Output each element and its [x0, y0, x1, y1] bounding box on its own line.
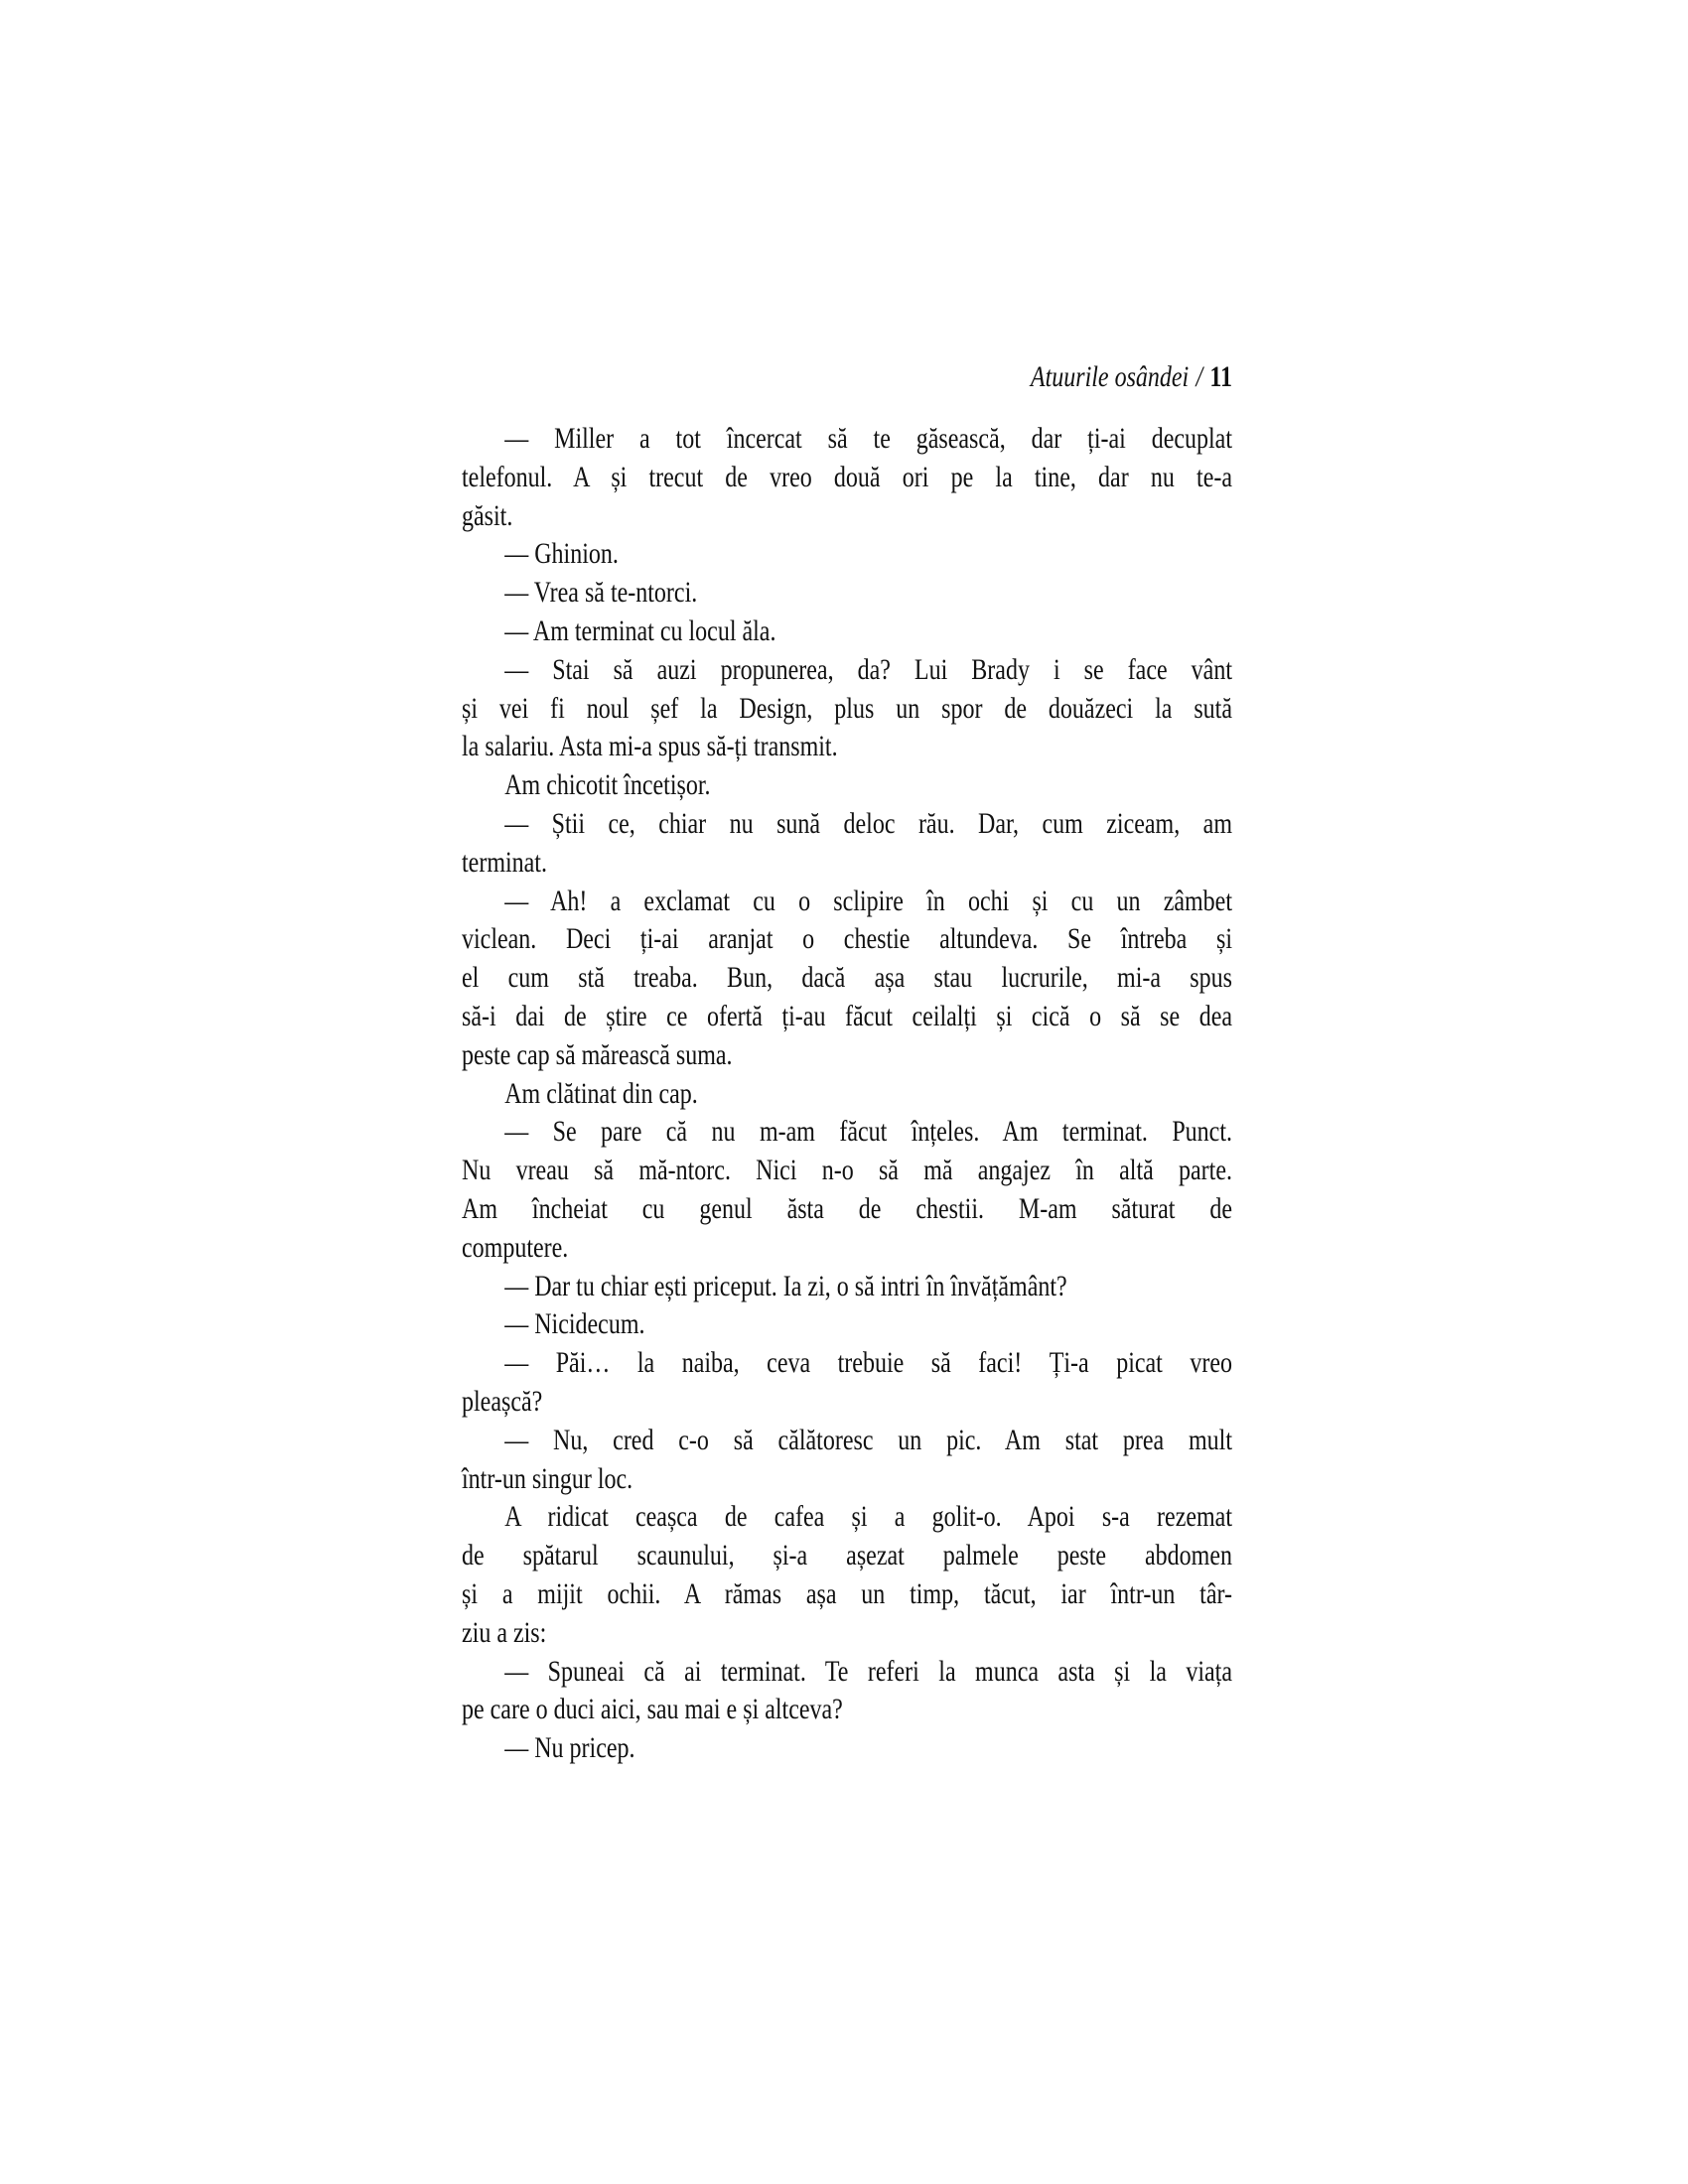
text-line: — Ah! a exclamat cu o sclipire în ochi și cu un zâmbet	[504, 884, 1232, 917]
text-line: și vei fi noul șef la Design, plus un spor de douăzeci la sută	[462, 691, 1232, 725]
text-line: — Ghinion.	[504, 537, 619, 571]
text-line: telefonul. A și trecut de vreo două ori pe la tine, dar nu te-a	[462, 460, 1232, 493]
text-line: — Nicidecum.	[504, 1307, 645, 1341]
text-line: — Stai să auzi propunerea, da? Lui Brady i se face vânt	[504, 652, 1232, 686]
paragraph	[462, 1422, 1232, 1499]
text-line: — Vrea să te-ntorci.	[504, 576, 698, 610]
page-body-text	[462, 420, 1232, 1768]
text-line: terminat.	[462, 845, 547, 879]
text-line: Am clătinat din cap.	[504, 1076, 698, 1110]
paragraph	[462, 1075, 1232, 1114]
paragraph	[462, 805, 1232, 883]
paragraph	[462, 1653, 1232, 1730]
paragraph	[462, 883, 1232, 1075]
text-line: Am încheiat cu genul ăsta de chestii. M-am săturat de	[462, 1191, 1232, 1225]
header-book-title: Atuurile osândei	[1030, 360, 1190, 393]
paragraph	[462, 420, 1232, 535]
text-line: să-i dai de știre ce ofertă ți-au făcut ceilalți și cică o să se dea	[462, 999, 1232, 1032]
text-block	[462, 357, 1232, 1768]
text-line: — Păi… la naiba, ceva trebuie să faci! Ți-a picat vreo	[504, 1346, 1232, 1380]
text-line: computere.	[462, 1230, 569, 1264]
paragraph	[462, 1729, 1232, 1768]
paragraph	[462, 574, 1232, 613]
header-separator: /	[1196, 360, 1203, 393]
text-line: el cum stă treaba. Bun, dacă așa stau lucrurile, mi-a spus	[462, 961, 1232, 995]
text-line: A ridicat ceașca de cafea și a golit-o. Apoi s-a rezemat	[504, 1500, 1232, 1534]
text-line: — Dar tu chiar ești priceput. Ia zi, o să intri în învățământ?	[504, 1269, 1067, 1302]
text-line: pleașcă?	[462, 1384, 543, 1418]
paragraph	[462, 766, 1232, 805]
text-line: ziu a zis:	[462, 1615, 547, 1649]
text-line: și a mijit ochii. A rămas așa un timp, tăcut, iar într-un târ-	[462, 1576, 1232, 1610]
text-line: — Se pare că nu m-am făcut înțeles. Am terminat. Punct.	[504, 1115, 1232, 1149]
text-line: Am chicotit încetișor.	[504, 768, 711, 802]
running-header	[462, 357, 1232, 396]
text-line: — Nu, cred c-o să călătoresc un pic. Am stat prea mult	[504, 1423, 1232, 1456]
text-line: pe care o duci aici, sau mai e și altceva?	[462, 1693, 843, 1726]
paragraph	[462, 1113, 1232, 1267]
text-line: într-un singur loc.	[462, 1461, 633, 1495]
text-line: — Am terminat cu locul ăla.	[504, 614, 776, 647]
text-line: — Spuneai că ai terminat. Te referi la munca asta și la viața	[504, 1654, 1232, 1688]
text-line: găsit.	[462, 498, 513, 532]
text-line: — Nu pricep.	[504, 1731, 635, 1765]
text-line: Nu vreau să mă-ntorc. Nici n-o să mă angajez în altă parte.	[462, 1154, 1232, 1187]
paragraph	[462, 1268, 1232, 1306]
header-page-number: 11	[1209, 360, 1232, 393]
paragraph	[462, 613, 1232, 651]
text-line: — Știi ce, chiar nu sună deloc rău. Dar, cum ziceam, am	[504, 806, 1232, 840]
paragraph	[462, 1305, 1232, 1344]
paragraph	[462, 535, 1232, 574]
paragraph	[462, 651, 1232, 766]
text-line: — Miller a tot încercat să te găsească, dar ți-ai decuplat	[504, 422, 1232, 455]
text-line: la salariu. Asta mi-a spus să-ți transmit.	[462, 730, 838, 763]
text-line: peste cap să mărească suma.	[462, 1037, 733, 1071]
text-line: de spătarul scaunului, și-a așezat palmele peste abdomen	[462, 1539, 1232, 1572]
text-line: viclean. Deci ți-ai aranjat o chestie altundeva. Se întreba și	[462, 922, 1232, 956]
paragraph	[462, 1498, 1232, 1652]
paragraph	[462, 1344, 1232, 1422]
